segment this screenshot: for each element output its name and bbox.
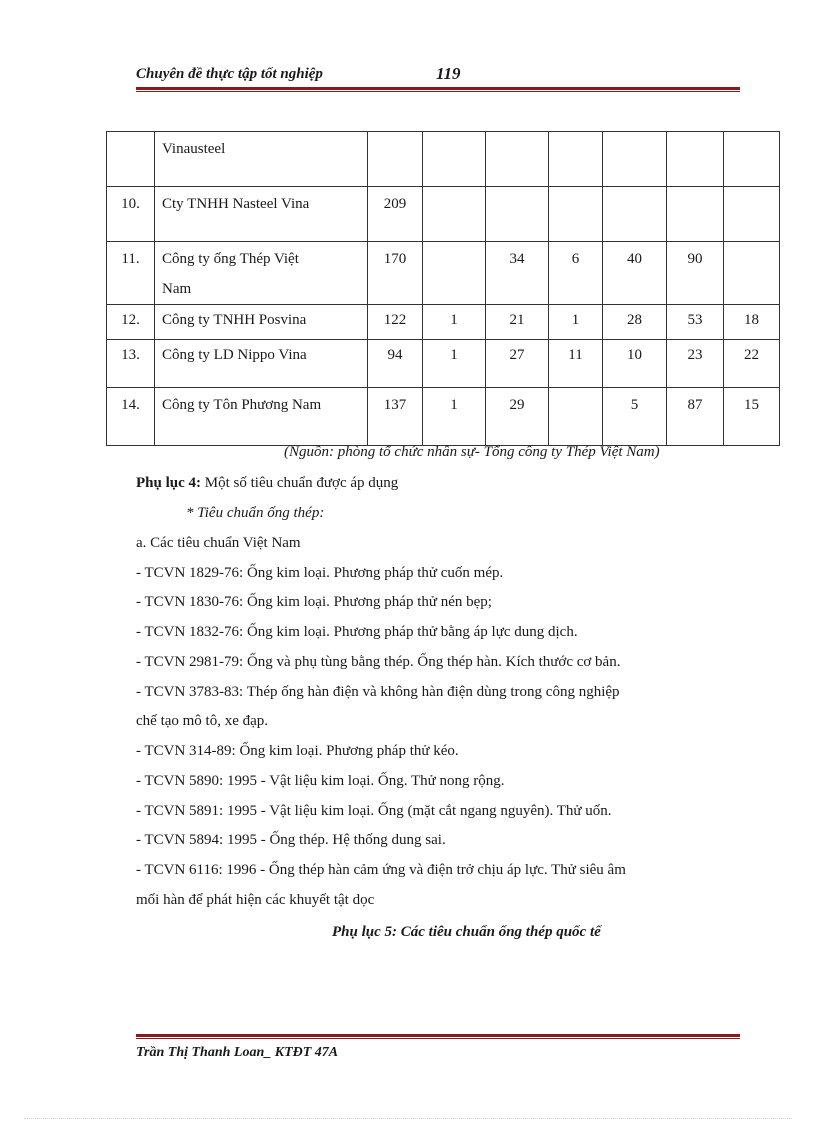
footer-author: Trần Thị Thanh Loan_ KTĐT 47A: [136, 1045, 339, 1060]
table-cell: 1: [549, 305, 603, 340]
company-name: Cty TNHH Nasteel Vina: [155, 187, 368, 242]
table-cell: 1: [423, 305, 486, 340]
standard-line: - TCVN 5890: 1995 - Vật liệu kim loại. Ống. Thử nong rộng.: [136, 773, 505, 789]
table-cell: [667, 132, 724, 187]
company-name: Công ty Tôn Phương Nam: [155, 388, 368, 446]
table-cell: [549, 187, 603, 242]
row-number: 13.: [107, 340, 155, 388]
table-row: [107, 305, 780, 340]
table-cell: 27: [486, 340, 549, 388]
standard-line: - TCVN 1832-76: Ống kim loại. Phương pháp thử bằng áp lực dung dịch.: [136, 624, 578, 640]
table-cell: 21: [486, 305, 549, 340]
table-cell: [603, 187, 667, 242]
table-cell: 22: [724, 340, 780, 388]
table-cell: [724, 187, 780, 242]
section-a-heading: a. Các tiêu chuẩn Việt Nam: [136, 535, 301, 551]
pipe-standards-subheading: * Tiêu chuẩn ống thép:: [186, 505, 325, 521]
table-cell: 11: [549, 340, 603, 388]
standard-line: mối hàn để phát hiện các khuyết tật dọc: [136, 892, 375, 908]
row-number: 14.: [107, 388, 155, 446]
standard-line: - TCVN 2981-79: Ống và phụ tùng bằng thép. Ống thép hàn. Kích thước cơ bản.: [136, 654, 621, 670]
table-cell: 18: [724, 305, 780, 340]
staff-table: [106, 131, 780, 446]
company-name: [155, 242, 368, 305]
table-cell: 122: [368, 305, 423, 340]
table-cell: [486, 187, 549, 242]
appendix-5-heading: Phụ lục 5: Các tiêu chuẩn ống thép quốc tế: [332, 924, 601, 940]
table-cell: 10: [603, 340, 667, 388]
appendix-4-heading: [136, 475, 398, 492]
row-number: [107, 132, 155, 187]
table-cell: 15: [724, 388, 780, 446]
table-cell: 29: [486, 388, 549, 446]
standard-line: - TCVN 6116: 1996 - Ống thép hàn cảm ứng và điện trở chịu áp lực. Thử siêu âm: [136, 862, 626, 878]
table-cell: 1: [423, 388, 486, 446]
page-number: 119: [436, 64, 461, 83]
table-cell: 87: [667, 388, 724, 446]
table-cell: 90: [667, 242, 724, 305]
table-row: [107, 132, 780, 187]
table-cell: [667, 187, 724, 242]
table-cell: 5: [603, 388, 667, 446]
source-note: (Nguồn: phòng tổ chức nhân sự- Tổng công ty Thép Việt Nam): [284, 444, 660, 460]
standard-line: - TCVN 1829-76: Ống kim loại. Phương pháp thử cuốn mép.: [136, 565, 504, 581]
page-edge: [24, 1118, 792, 1119]
table-cell: [423, 187, 486, 242]
table-cell: 209: [368, 187, 423, 242]
table-cell: [423, 242, 486, 305]
standard-line: - TCVN 3783-83: Thép ống hàn điện và không hàn điện dùng trong công nghiệp: [136, 684, 620, 700]
company-name: Công ty LD Nippo Vina: [155, 340, 368, 388]
table-row: [107, 242, 780, 305]
row-number: 11.: [107, 242, 155, 305]
table-cell: 40: [603, 242, 667, 305]
standard-line: - TCVN 5891: 1995 - Vật liệu kim loại. Ống (mặt cắt ngang nguyên). Thử uốn.: [136, 803, 612, 819]
table-cell: 34: [486, 242, 549, 305]
table-cell: [368, 132, 423, 187]
table-cell: 170: [368, 242, 423, 305]
company-name-line2: Nam: [162, 281, 192, 297]
table-row: [107, 388, 780, 446]
company-name: Công ty TNHH Posvina: [155, 305, 368, 340]
table-cell: 53: [667, 305, 724, 340]
table-cell: [486, 132, 549, 187]
standard-line: - TCVN 1830-76: Ống kim loại. Phương pháp thử nén bẹp;: [136, 594, 492, 610]
row-number: 12.: [107, 305, 155, 340]
table-cell: [724, 132, 780, 187]
table-cell: 94: [368, 340, 423, 388]
standard-line: - TCVN 314-89: Ống kim loại. Phương pháp thử kéo.: [136, 743, 459, 759]
footer-rule: [136, 1034, 740, 1039]
table-cell: [423, 132, 486, 187]
row-number: 10.: [107, 187, 155, 242]
table-row: [107, 187, 780, 242]
appendix-4-text: Một số tiêu chuẩn được áp dụng: [201, 475, 399, 491]
table-cell: 28: [603, 305, 667, 340]
table-cell: 23: [667, 340, 724, 388]
table-cell: 6: [549, 242, 603, 305]
header-title: Chuyên đề thực tập tốt nghiệp: [136, 66, 323, 82]
table-cell: [549, 388, 603, 446]
table-cell: [603, 132, 667, 187]
company-name: Vinausteel: [155, 132, 368, 187]
company-name-line1: Công ty ống Thép Việt: [162, 251, 299, 267]
standard-line: chế tạo mô tô, xe đạp.: [136, 713, 269, 729]
standard-line: - TCVN 5894: 1995 - Ống thép. Hệ thống dung sai.: [136, 832, 446, 848]
table-cell: 1: [423, 340, 486, 388]
table-cell: [549, 132, 603, 187]
header-rule: [136, 87, 740, 92]
table-cell: 137: [368, 388, 423, 446]
table-cell: [724, 242, 780, 305]
table-row: [107, 340, 780, 388]
appendix-4-label: Phụ lục 4:: [136, 475, 202, 491]
